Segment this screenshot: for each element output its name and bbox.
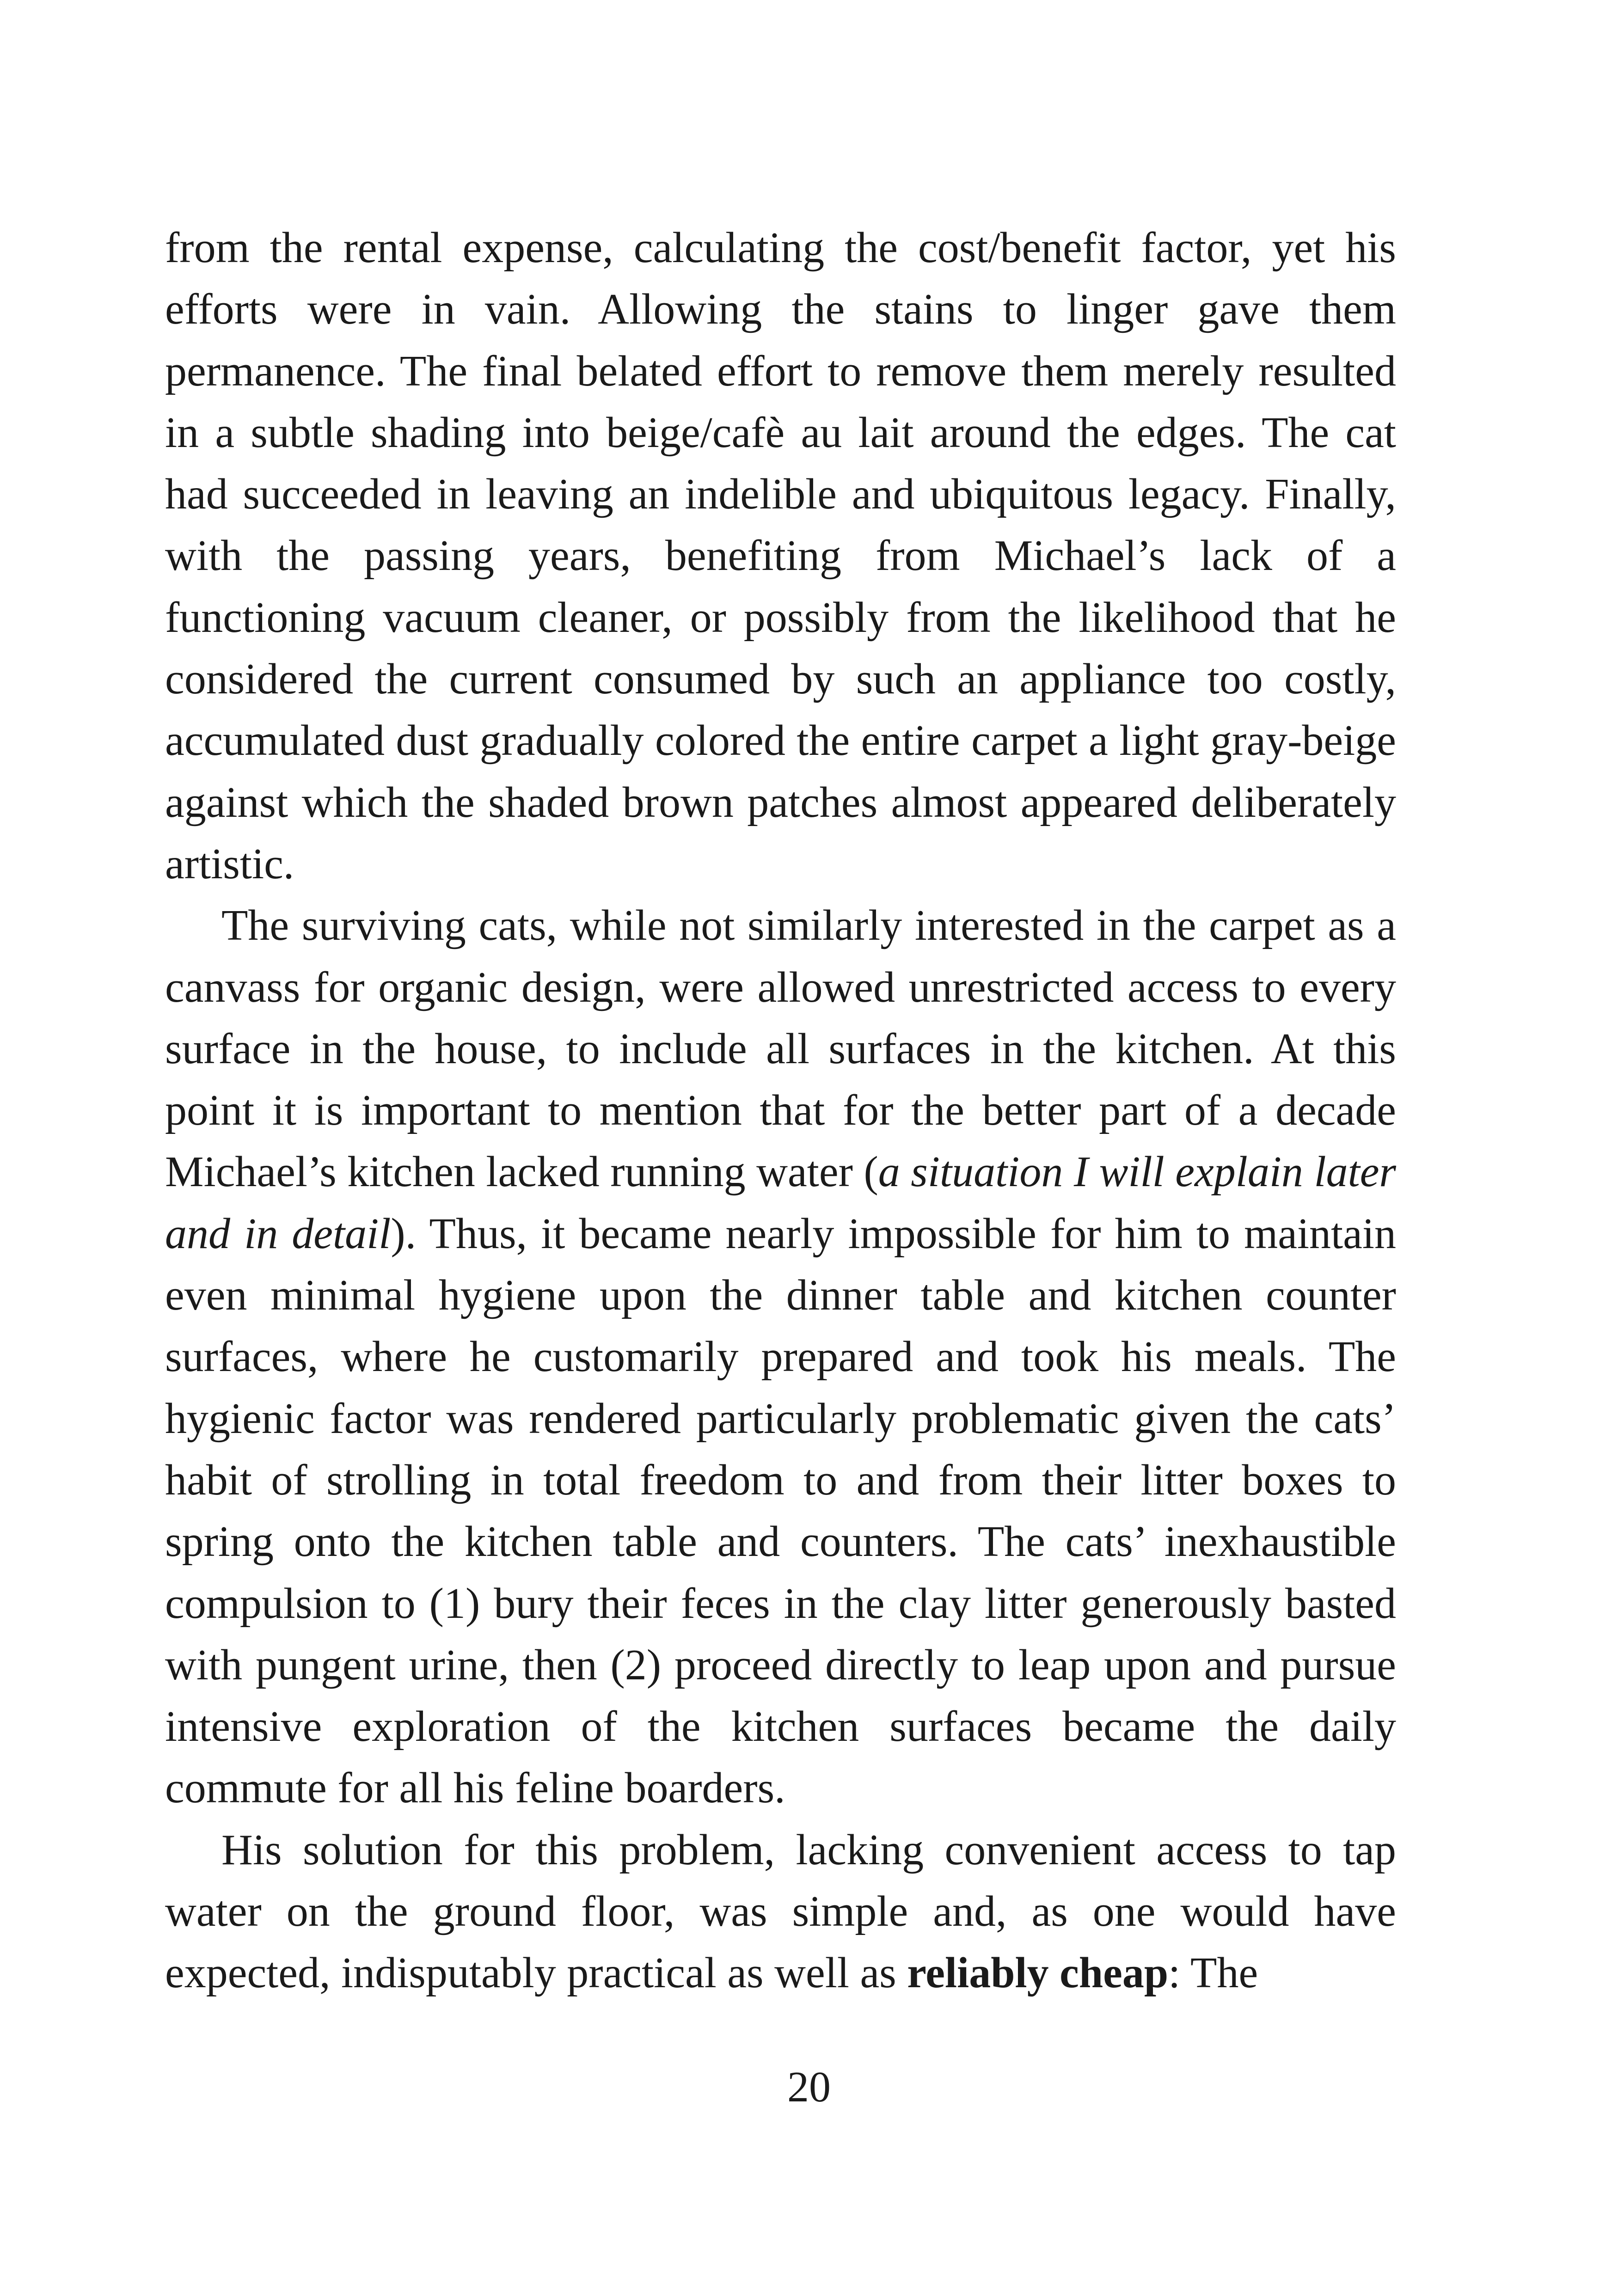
paragraph-2-italic-aside: a situation I will explain later and in detail	[165, 1148, 1396, 1258]
paragraph-3-segment-1: His solution for this problem, lacking convenient access to tap water on the ground floor, was simple and, as one would have expected, indisputably practical as well as	[165, 1825, 1396, 1997]
paragraph-2-segment-3: ). Thus, it became nearly impossible for him to maintain even minimal hygiene upon the dinner table and kitchen counter surfaces, where he customarily prepared and took his meals. The hygienic factor was rendered particularly problematic given the cats’ habit of strolling in total freedom to and from their litter boxes to spring onto the kitchen table and counters. The cats’ inexhaustible compulsion to (1) bury their feces in the clay litter generously basted with pungent urine, then (2) proceed directly to leap upon and pursue intensive exploration of the kitchen surfaces became the daily commute for all his feline boarders.	[165, 1209, 1397, 1812]
paragraph-1-segment-1: from the rental expense, calculating the cost/benefit factor, yet his efforts were in vain. Allowing the stains to linger gave them permanence. The final belated effort to remove them merely resulted in a subtle shading into beige/cafè au lait around the edges. The cat had succeeded in leaving an indelible and ubiquitous legacy. Finally, with the passing years, benefiting from Michael’s lack of a functioning vacuum cleaner, or possibly from the likelihood that he considered the current consumed by such an appliance too costly, accumulated dust gradually colored the entire carpet a light gray-beige against which the shaded brown patches almost appeared deliberately artistic.	[165, 224, 1396, 888]
paragraph-3	[165, 1819, 1396, 2004]
paragraph-3-segment-3: : The	[1168, 1949, 1258, 1997]
paragraph-2	[165, 895, 1396, 1819]
paragraph-1	[165, 217, 1396, 895]
paragraph-2-segment-1: The surviving cats, while not similarly interested in the carpet as a canvass for organic design, were allowed unrestricted access to every surface in the house, to include all surfaces in the kitchen. At this point it is important to mention that for the better part of a decade Michael’s kitchen lacked running water (	[165, 901, 1396, 1196]
body-text	[165, 217, 1396, 2004]
paragraph-3-bold-phrase: reliably cheap	[907, 1949, 1169, 1997]
page-number: 20	[787, 2063, 831, 2111]
